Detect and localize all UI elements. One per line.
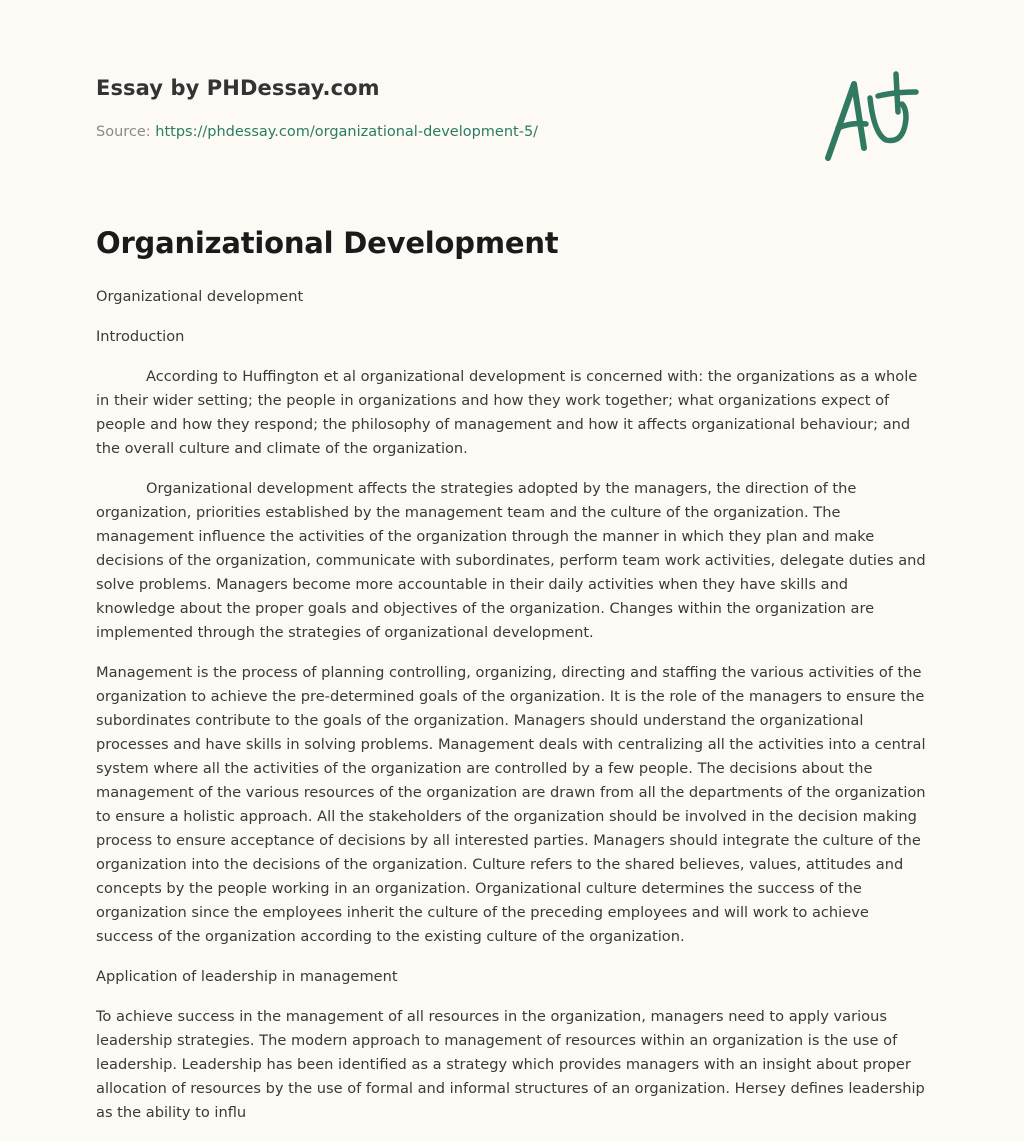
section-heading-leadership: Application of leadership in management [96, 968, 398, 985]
section-heading-introduction: Introduction [96, 328, 185, 345]
source-link[interactable]: https://phdessay.com/organizational-development-5/ [155, 124, 539, 140]
paragraph: Organizational development affects the strategies adopted by the managers, the direction of the organization, priorities established by the management team and the culture of the organization. The management influence the activities of the organization through the manner in which they plan and make decisions of the organization, communicate with subordinates, perform team work activities, delegate duties and solve problems. Managers become more accountable in their daily activities when they have skills and knowledge about the proper goals and objectives of the organization. Changes within the organization are implemented through the strategies of organizational development. [96, 480, 926, 641]
site-title: Essay by PHDessay.com [96, 76, 380, 100]
paragraph: To achieve success in the management of all resources in the organization, managers need to apply various leadership strategies. The modern approach to management of resources within an organization is the use of leadership. Leadership has been identified as a strategy which provides managers with an insight about proper allocation of resources by the use of formal and informal structures of an organization. Hersey defines leadership as the ability to influ [96, 1008, 925, 1121]
paragraph: Management is the process of planning controlling, organizing, directing and staffing the various activities of the organization to achieve the pre-determined goals of the organization. It is the role of the managers to ensure the subordinates contribute to the goals of the organization. Managers should understand the organizational processes and have skills in solving problems. Management deals with centralizing all the activities into a central system where all the activities of the organization are controlled by a few people. The decisions about the management of the various resources of the organization are drawn from all the departments of the organization to ensure a holistic approach. All the stakeholders of the organization should be involved in the decision making process to ensure acceptance of decisions by all interested parties. Managers should integrate the culture of the organization into the decisions of the organization. Culture refers to the shared believes, values, attitudes and concepts by the people working in an organization. Organizational culture determines the success of the organization since the employees inherit the culture of the preceding employees and will work to achieve success of the organization according to the existing culture of the organization. [96, 664, 926, 945]
paragraph-subtitle: Organizational development [96, 288, 304, 305]
a-plus-grade-icon [824, 68, 928, 164]
source-label: Source: [96, 124, 151, 140]
source-line [96, 124, 538, 140]
essay-body [96, 285, 926, 1141]
document-title: Organizational Development [96, 226, 559, 260]
paragraph: According to Huffington et al organizational development is concerned with: the organizations as a whole in their wider setting; the people in organizations and how they work together; what organizations expect of people and how they respond; the philosophy of management and how it affects organizational behaviour; and the overall culture and climate of the organization. [96, 368, 918, 457]
